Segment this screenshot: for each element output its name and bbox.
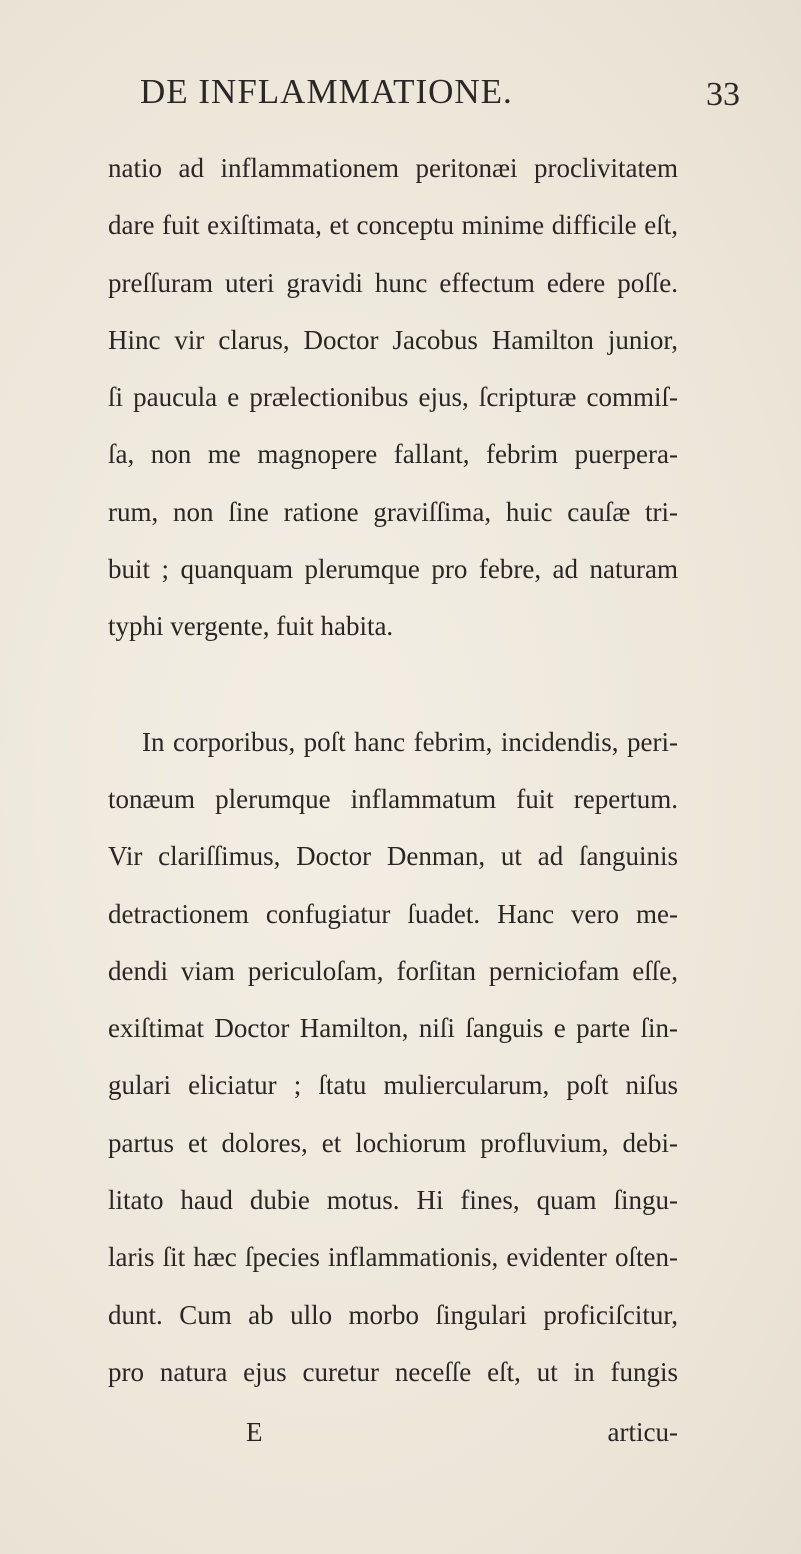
text-line: laris ſit hæc ſpecies inflammationis, evidenter oſten- — [108, 1242, 678, 1273]
text-line: partus et dolores, et lochiorum profluvium, debi- — [108, 1127, 678, 1158]
running-title: DE INFLAMMATIONE. — [140, 72, 513, 111]
text-line: gulari eliciatur ; ſtatu muliercularum, poſt niſus — [108, 1070, 678, 1101]
page-footer — [108, 1404, 678, 1461]
text-line: Vir clariſſimus, Doctor Denman, ut ad ſanguinis — [108, 841, 678, 872]
catchword: articu- — [607, 1417, 678, 1447]
paragraph-2 — [108, 714, 678, 1402]
text-line: dendi viam periculoſam, forſitan perniciofam eſſe, — [108, 955, 678, 986]
text-line: dunt. Cum ab ullo morbo ſingulari proficiſcitur, — [108, 1299, 678, 1330]
body-text — [108, 140, 678, 1401]
text-line: dare fuit exiſtimata, et conceptu minime difficile eſt, — [108, 210, 678, 241]
signature-mark: E — [246, 1417, 263, 1447]
text-line: preſſuram uteri gravidi hunc effectum edere poſſe. — [108, 267, 678, 298]
text-line: rum, non ſine ratione graviſſima, huic cauſæ tri- — [108, 496, 678, 527]
page-number: 33 — [706, 76, 740, 113]
text-line: natio ad inflammationem peritonæi proclivitatem — [108, 153, 678, 183]
text-line: ſi paucula e prælectionibus ejus, ſcripturæ commiſ- — [108, 382, 678, 413]
text-line: pro natura ejus curetur neceſſe eſt, ut in fungis — [108, 1356, 678, 1387]
paragraph-gap — [108, 656, 678, 714]
text-line: exiſtimat Doctor Hamilton, niſi ſanguis e parte ſin- — [108, 1013, 678, 1044]
text-line: ſa, non me magnopere fallant, febrim puerpera- — [108, 439, 678, 470]
text-line: In corporibus, poſt hanc febrim, incidendis, peri- — [142, 726, 678, 757]
text-line: buit ; quanquam plerumque pro febre, ad naturam — [108, 554, 678, 585]
text-line: Hinc vir clarus, Doctor Jacobus Hamilton junior, — [108, 324, 678, 355]
text-line: detractionem confugiatur ſuadet. Hanc vero me- — [108, 898, 678, 929]
text-line: litato haud dubie motus. Hi fines, quam ſingu- — [108, 1185, 678, 1216]
paragraph-1 — [108, 140, 678, 656]
text-line: tonæum plerumque inflammatum fuit repertum. — [108, 783, 678, 814]
text-line: typhi vergente, fuit habita. — [108, 611, 394, 642]
